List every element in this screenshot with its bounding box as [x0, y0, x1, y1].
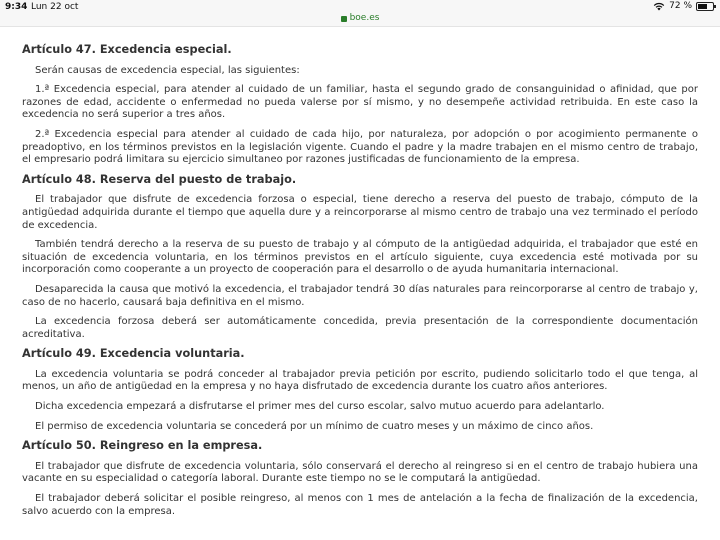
- article-paragraph: Serán causas de excedencia especial, las siguientes:: [35, 64, 300, 76]
- battery-icon: [696, 2, 714, 11]
- wifi-icon: [653, 2, 665, 11]
- status-date: Lun 22 oct: [31, 2, 79, 12]
- article-title: Artículo 49. Excedencia voluntaria.: [22, 347, 245, 361]
- url-text: boe.es: [349, 13, 380, 23]
- article-paragraph: El trabajador deberá solicitar el posible reingreso, al menos con 1 mes de antelación a la fecha de finalización de la excedencia, salvo acuerdo con la empresa.: [22, 493, 698, 517]
- article-paragraph: El trabajador que disfrute de excedencia forzosa o especial, tiene derecho a reserva del puesto de trabajo, cómputo de la antigüedad adquirida durante el tiempo que aquella dure y a reincorporarse al mismo centro de trabajo una vez terminado el período de excedencia.: [22, 194, 698, 231]
- article-paragraph: La excedencia forzosa deberá ser automáticamente concedida, previa presentación de la correspondiente documentación acreditativa.: [22, 316, 698, 340]
- article-paragraph: 1.ª Excedencia especial, para atender al cuidado de un familiar, hasta el segundo grado de consanguinidad o afinidad, que por razones de edad, accidente o enfermedad no pueda valerse por sí mismo, y no desempeñe actividad retribuida. En este caso la excedencia no será superior a tres años.: [22, 84, 698, 121]
- article-title: Artículo 48. Reserva del puesto de trabajo.: [22, 172, 297, 186]
- status-time: 9:34: [5, 2, 28, 12]
- article-paragraph: El permiso de excedencia voluntaria se concederá por un mínimo de cuatro meses y un máximo de cinco años.: [35, 420, 594, 432]
- lock-icon: [341, 16, 347, 22]
- article-paragraph: Dicha excedencia empezará a disfrutarse el primer mes del curso escolar, salvo mutuo acuerdo para adelantarlo.: [35, 401, 605, 413]
- status-right: [653, 1, 714, 11]
- address-bar[interactable]: [0, 12, 720, 27]
- battery-percent: 72 %: [669, 1, 692, 11]
- article-title: Artículo 50. Reingreso en la empresa.: [22, 439, 263, 453]
- article-paragraph: La excedencia voluntaria se podrá conceder al trabajador previa petición por escrito, pudiendo solicitarlo todo el que tenga, al menos, un año de antigüedad en la empresa y no haya disfrutado de excedencia durante los cuatro años anteriores.: [22, 368, 698, 393]
- article-paragraph: Desaparecida la causa que motivó la excedencia, el trabajador tendrá 30 días naturales para reincorporarse al centro de trabajo y, caso de no hacerlo, causará baja definitiva en el mismo.: [22, 283, 698, 308]
- article-title: Artículo 47. Excedencia especial.: [22, 43, 232, 56]
- url-display[interactable]: [341, 13, 380, 23]
- document-content: [22, 38, 698, 525]
- article-paragraph: El trabajador que disfrute de excedencia voluntaria, sólo conservará el derecho al reingreso si en el centro de trabajo hubiera una vacante en su especialidad o categoría laboral. Durante este tiempo no se le computará la antigüedad.: [22, 460, 698, 485]
- article-paragraph: 2.ª Excedencia especial para atender al cuidado de cada hijo, por naturaleza, por adopción o por acogimiento permanente o preadoptivo, en los términos previstos en la legislación vigente. Cuando el padre y la madre trabajen en el mismo centro de trabajo, el empresario podrá limitara su ejercicio simultaneo por razones justificadas de funcionamiento de la empresa.: [22, 128, 698, 166]
- article-paragraph: También tendrá derecho a la reserva de su puesto de trabajo y al cómputo de la antigüedad adquirida, el trabajador que esté en situación de excedencia voluntaria, en los términos previstos en el artículo siguiente, cuya excedencia esté motivada por su incorporación como cooperante a un proyecto de cooperación para el desarrollo o de ayuda humanitaria internacional.: [22, 239, 698, 276]
